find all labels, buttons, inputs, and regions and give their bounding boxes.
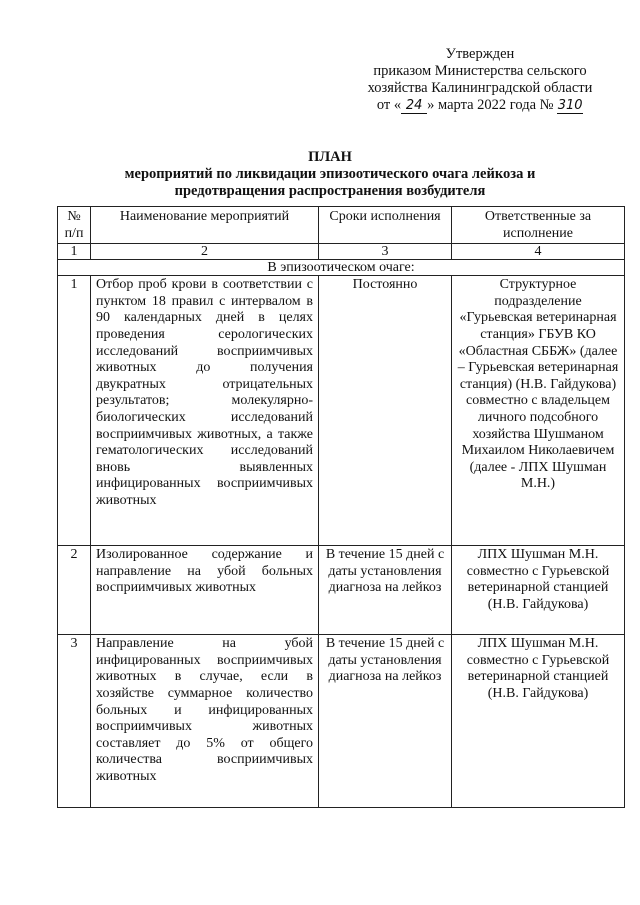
approval-line-3: хозяйства Калининградской области [367, 80, 593, 96]
document-subtitle-line-2: предотвращения распространения возбудителя [174, 183, 486, 199]
handwritten-day: 24 [401, 99, 427, 114]
row-measure: Направление на убой инфицированных восприимчивых животных в случае, если в хозяйстве суммарное количество больных и инфицированных восприимчивых животных составляет до 5% от общего количества восприимчивых животных [91, 635, 319, 808]
header-responsible: Ответственные за исполнение [452, 207, 625, 244]
approval-date-line [330, 97, 630, 114]
column-index-4: 4 [452, 244, 625, 260]
table-row [58, 276, 625, 546]
document-title: ПЛАН [308, 149, 352, 165]
column-index-3: 3 [319, 244, 452, 260]
plan-table [57, 206, 625, 808]
row-term: Постоянно [319, 276, 452, 546]
row-measure: Изолированное содержание и направление на убой больных восприимчивых животных [91, 546, 319, 635]
row-responsible: ЛПХ Шушман М.Н. совместно с Гурьевской ветеринарной станцией (Н.В. Гайдукова) [452, 546, 625, 635]
section-heading: В эпизоотическом очаге: [58, 260, 625, 276]
approval-line-1: Утвержден [445, 46, 515, 62]
approval-block [330, 46, 630, 114]
header-number: № п/п [58, 207, 91, 244]
header-term: Сроки исполнения [319, 207, 452, 244]
table-header-row [58, 207, 625, 244]
row-responsible: ЛПХ Шушман М.Н. совместно с Гурьевской ветеринарной станцией (Н.В. Гайдукова) [452, 635, 625, 808]
row-measure: Отбор проб крови в соответствии с пунктом 18 правил с интервалом в 90 календарных дней в целях проведения серологических исследований восприимчивых животных до получения двукратных отрицательных результатов; молекулярно-биологических исследований восприимчивых животных, а также гематологических исследований вновь выявленных инфицированных восприимчивых животных [91, 276, 319, 546]
column-index-row [58, 244, 625, 260]
row-number: 3 [58, 635, 91, 808]
row-term: В течение 15 дней с даты установления диагноза на лейкоз [319, 635, 452, 808]
date-middle: » марта 2022 года № [427, 97, 554, 113]
row-number: 2 [58, 546, 91, 635]
header-measure: Наименование мероприятий [91, 207, 319, 244]
column-index-2: 2 [91, 244, 319, 260]
column-index-1: 1 [58, 244, 91, 260]
table-row [58, 635, 625, 808]
handwritten-order-number: 310 [557, 98, 583, 113]
table-row [58, 546, 625, 635]
row-term: В течение 15 дней с даты установления диагноза на лейкоз [319, 546, 452, 635]
row-number: 1 [58, 276, 91, 546]
document-subtitle-line-1: мероприятий по ликвидации эпизоотического очага лейкоза и [124, 166, 536, 182]
date-prefix: от « [376, 97, 402, 113]
approval-line-2: приказом Министерства сельского [373, 63, 587, 79]
row-responsible: Структурное подразделение «Гурьевская ветеринарная станция» ГБУВ КО «Областная СББЖ» (далее – Гурьевская ветеринарная станция) (Н.В. Гайдукова) совместно с владельцем личного подсобного хозяйства Шушманом Михаилом Николаевичем (далее - ЛПХ Шушман М.Н.) [452, 276, 625, 546]
section-row [58, 260, 625, 276]
